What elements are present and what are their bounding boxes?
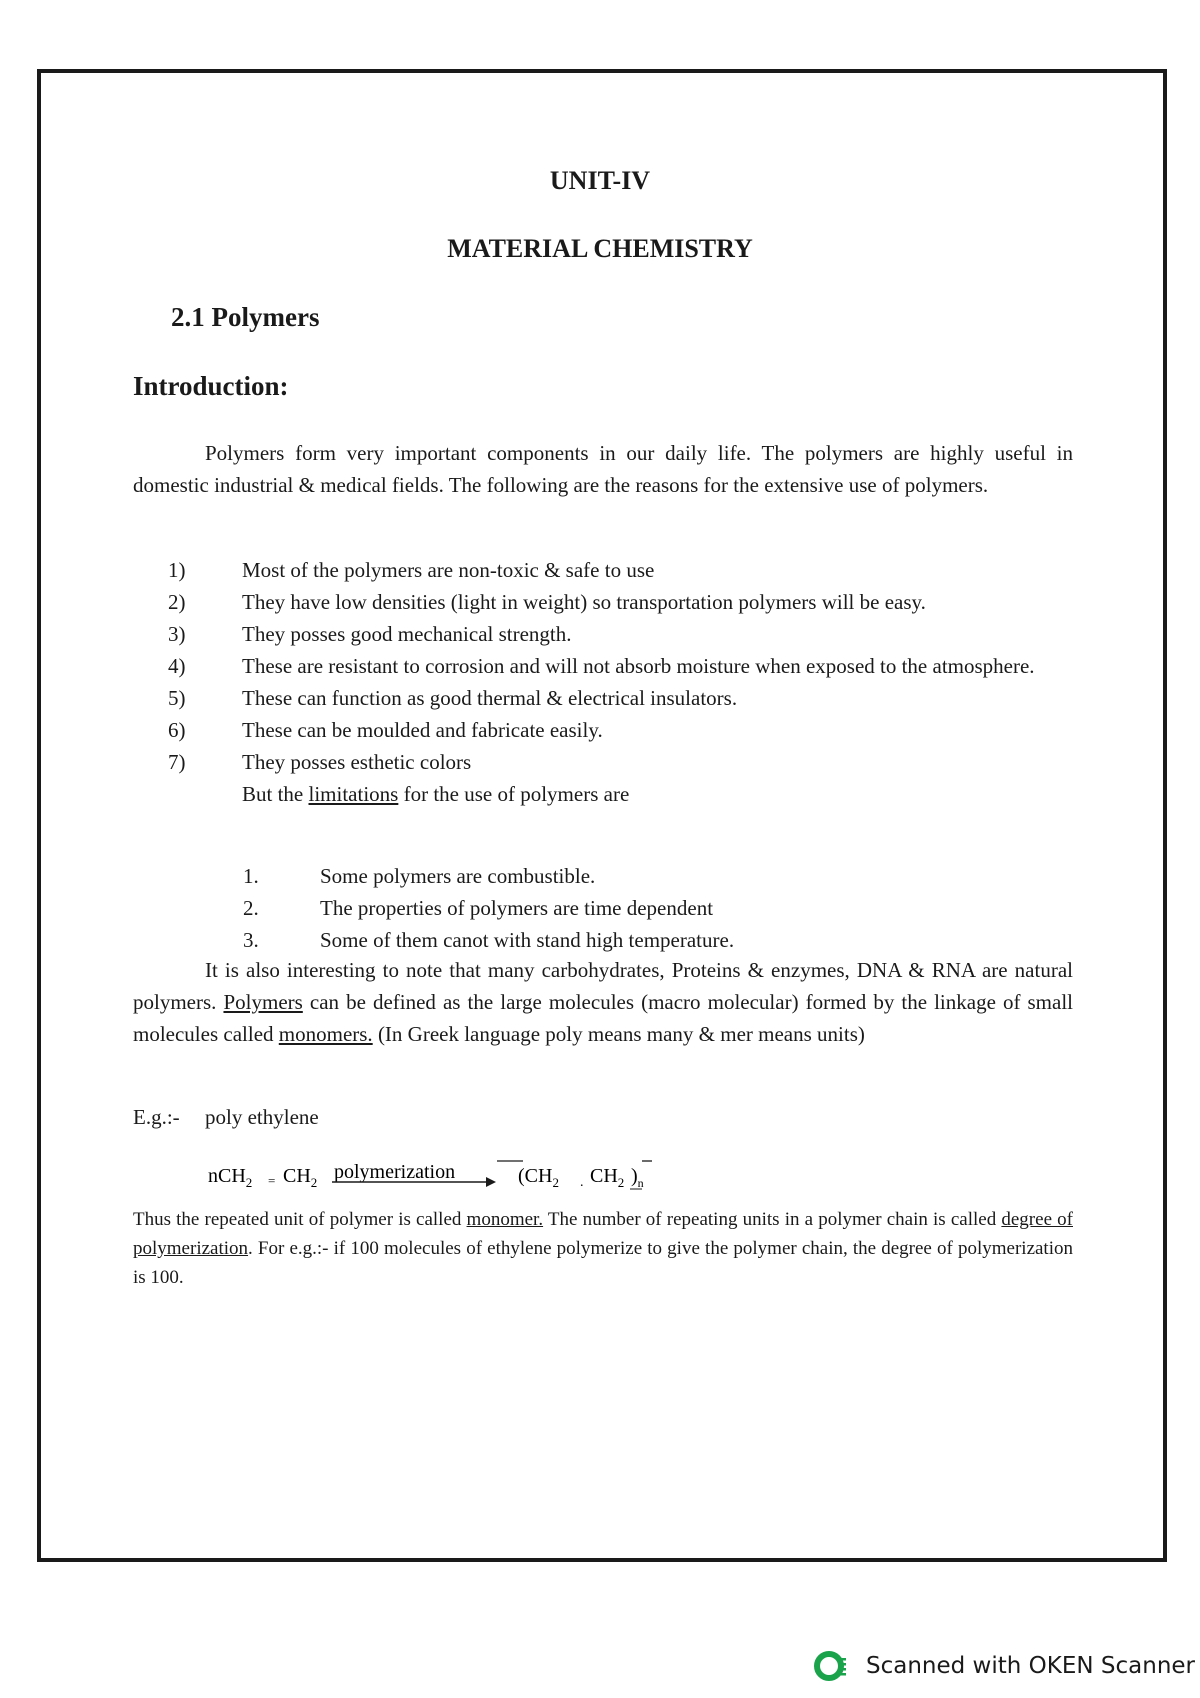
limitations-term: limitations (308, 782, 399, 806)
list-item: 1) Most of the polymers are non-toxic & safe to use (168, 558, 655, 582)
svg-text:CH2 (590, 1165, 624, 1190)
reactant-suffix: CH (283, 1165, 311, 1187)
product-dot: . (580, 1175, 584, 1190)
subscript: 2 (245, 1175, 253, 1190)
introduction-heading: Introduction: (133, 371, 289, 401)
example-line: E.g.:- poly ethylene (133, 1105, 319, 1129)
oken-scanner-logo-icon (814, 1649, 848, 1683)
list-item: 2) They have low densities (light in weight) so transportation polymers will be easy. (168, 590, 926, 614)
list-item: 1. Some polymers are combustible. (243, 864, 596, 888)
list-item: 3) They posses good mechanical strength. (168, 622, 572, 646)
closing-paragraph: Thus the repeated unit of polymer is called monomer. The number of repeating units in a polymer chain is called degree of polymerization. For e.g.:- if 100 molecules of ethylene polymerize to give the polymer chain, the degree of polymerization is 100. (133, 1209, 1073, 1288)
subscript: 2 (310, 1175, 318, 1190)
list-item: 3. Some of them canot with stand high temperature. (243, 928, 735, 952)
unit-title: UNIT-IV (549, 166, 651, 195)
limitations-intro: But the limitations for the use of polymers are (242, 782, 630, 806)
limitations-list (0, 860, 1200, 956)
monomer-term: monomer. (466, 1209, 544, 1230)
product-mid: CH (590, 1165, 618, 1187)
reactant-prefix: nCH (208, 1165, 246, 1187)
section-title: 2.1 Polymers (171, 302, 320, 332)
product-close: ) (631, 1165, 638, 1187)
polymerization-equation (0, 1155, 1200, 1195)
svg-text:CH2 (283, 1165, 317, 1190)
svg-text:(CH2 (518, 1165, 559, 1190)
document-title: MATERIAL CHEMISTRY (447, 234, 753, 263)
list-item: 5) These can function as good thermal & electrical insulators. (168, 686, 738, 710)
subscript: 2 (617, 1175, 625, 1190)
arrow-head-icon (486, 1177, 496, 1187)
svg-text:)n (631, 1165, 644, 1190)
reasons-list (0, 554, 1200, 810)
monomers-term: monomers. (278, 1022, 373, 1046)
list-item: 6) These can be moulded and fabricate easily. (168, 718, 603, 742)
subscript: 2 (552, 1175, 559, 1190)
intro-paragraph: Polymers form very important components in our daily life. The polymers are highly useful in domestic industrial & medical fields. The following are the reasons for the extensive use of polymers. (133, 441, 1073, 497)
scanner-watermark: Scanned with OKEN Scanner (866, 1653, 1195, 1679)
list-item: 7) They posses esthetic colors (168, 750, 472, 774)
subscript-n: n (637, 1176, 644, 1190)
arrow-label: polymerization (334, 1161, 456, 1183)
product-prefix: (CH (518, 1165, 553, 1187)
svg-text:nCH2 (208, 1165, 252, 1190)
double-bond: = (268, 1173, 276, 1188)
definition-paragraph: It is also interesting to note that many carbohydrates, Proteins & enzymes, DNA & RNA are natural polymers. Polymers can be defined as the large molecules (macro molecular) formed by the linkage of small molecules called monomers. (In Greek language poly means many & mer means units) (133, 958, 1074, 1046)
degree-of-polymerization-term: degree of polymerization (133, 1209, 1073, 1259)
list-item: 2. The properties of polymers are time dependent (243, 896, 714, 920)
page-border (37, 69, 1167, 1562)
list-item: 4) These are resistant to corrosion and will not absorb moisture when exposed to the atmosphere. (168, 654, 1035, 678)
equation-graphic (0, 1155, 1200, 1195)
polymers-term: Polymers (223, 990, 303, 1014)
